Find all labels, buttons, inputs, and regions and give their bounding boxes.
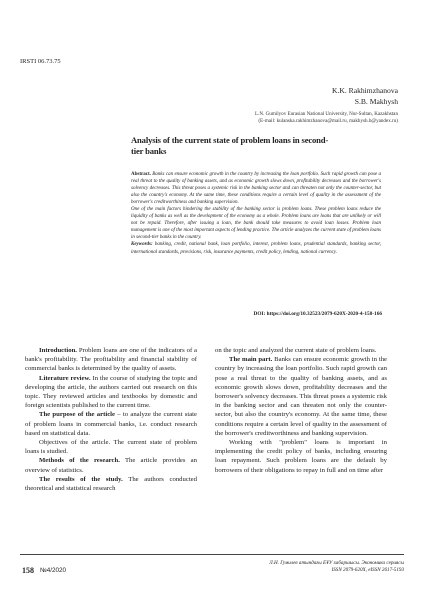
author-list (332, 86, 398, 107)
author-name: S.B. Makhysh (354, 96, 398, 106)
section-label: The purpose of the article (39, 411, 115, 419)
paragraph-continuation: on the topic and analyzed the current state of problem loans. (215, 347, 377, 354)
section-label: Introduction. (39, 347, 77, 354)
irsti-code: IRSTI 06.73.75 (20, 58, 61, 65)
paragraph-main-part (215, 355, 387, 438)
footer-divider (20, 554, 404, 555)
author-name: K.K. Rakhimzhanova (331, 86, 398, 95)
journal-issn: ISSN 2079-620X, eISSN 2617-5193 (331, 567, 404, 574)
journal-name: Л.Н. Гумилев атындағы ЕҰУ хабаршысы. Экономика сериясы (269, 560, 404, 566)
paragraph-text: In the course of studying the topic and developing the article, the authors carried out research on this topic. They reviewed articles and textbooks by domestic and foreign scientists published to the current time. (25, 374, 197, 410)
page-number: 158 (22, 566, 34, 575)
abstract-text: Banks can ensure economic growth in the country by increasing the loan portfolio. Such rapid growth can pose a real threat to the quality of banking assets, and as economic growth slows down, profitability decreases and the borrower's solvency decreases. This threat poses a systemic risk in the banking sector and can threaten not only the counter-sector, but also the country's economy. At the same time, these conditions require a certain level of quality in the assessment of the borrower's creditworthiness and banking supervision. (131, 172, 382, 206)
paragraph-text: – to analyze the current state of problem loans in commercial banks, i.e. conduct research based on statistical data. (25, 411, 197, 437)
section-label: Methods of the research. (39, 457, 120, 465)
paper-title: Analysis of the current state of problem loans in second-tier banks (131, 135, 329, 156)
paragraph-results (25, 475, 197, 493)
paragraph-text: The article provides an overview of statistics. (25, 457, 197, 474)
paragraph-text: Banks can ensure economic growth in the country by increasing the loan portfolio. Such rapid growth can pose a real threat to the quality of banking assets, and as economic growth slows down, profitability decreases and the borrower's solvency decreases. This threat poses a systemic risk in the banking sector and can threaten not only the counter-sector, but also the country's economy. At the same time, these conditions require a certain level of quality in the assessment of the borrower's creditworthiness and banking supervision. (215, 356, 388, 437)
abstract-paragraph: One of the main factors hindering the stability of the banking sector is problem loans. These problem loans reduce the liquidity of banks as well as the development of the economy as a whole. Problem loans are loans that are unlikely or will not be repaid. Therefore, after issuing a loan, the bank should take measures to avoid loan losses. Problem loan management is one of the most important aspects of lending practice. The article analyzes the current state of problem loans in second-tier banks in the country. (131, 207, 381, 241)
issue-number: №4/2020 (40, 567, 67, 574)
abstract-paragraph (131, 171, 381, 206)
section-label: The main part. (229, 356, 273, 364)
abstract (131, 171, 381, 256)
paragraph-introduction (25, 346, 197, 374)
affiliation-email: (E-mail: kulanska.rakhimzhanova@mail.ru, makhysh.b@yandex.ru) (258, 117, 398, 124)
body-column-right (215, 346, 387, 475)
keywords (131, 241, 381, 255)
body-column-left (25, 346, 197, 493)
paragraph-text: The authors conducted theoretical and statistical research (25, 475, 197, 493)
affiliation-institution: L.N. Gumilyov Eurasian National University, Nur-Sultan, Kazakhstan (254, 111, 398, 117)
affiliation (255, 111, 398, 125)
abstract-label: Abstract. (131, 172, 151, 177)
doi-link[interactable]: DOI: https://doi.org/10.32523/2079-620X-2020-4-158-166 (253, 311, 382, 317)
paragraph-purpose (25, 410, 197, 438)
section-label: Literature review. (39, 374, 91, 382)
paragraph-methods (25, 456, 197, 474)
paragraph-text: Problem loans are one of the indicators of a bank's profitability. The profitability and financial stability of commercial banks is determined by the quality of assets. (25, 347, 198, 373)
journal-info (269, 560, 404, 574)
keywords-label: Keywords: (131, 242, 153, 248)
paragraph-literature (25, 374, 197, 411)
section-label: The results of the study. (39, 475, 123, 483)
keywords-text: banking, credit, national bank, loan portfolio, interest, problem loans, prudential standards, banking sector, international standards, provisions, risk, insurance payments, credit policy, lending, national currency. (131, 242, 382, 255)
paragraph-objectives: Objectives of the article. The current state of problem loans is studied. (25, 439, 197, 456)
paragraph-working: Working with "problem" loans is important in implementing the credit policy of banks, including ensuring loan repayment. Such problem loans are the default by borrowers of their obligations to repay in full and on time after (215, 439, 387, 474)
